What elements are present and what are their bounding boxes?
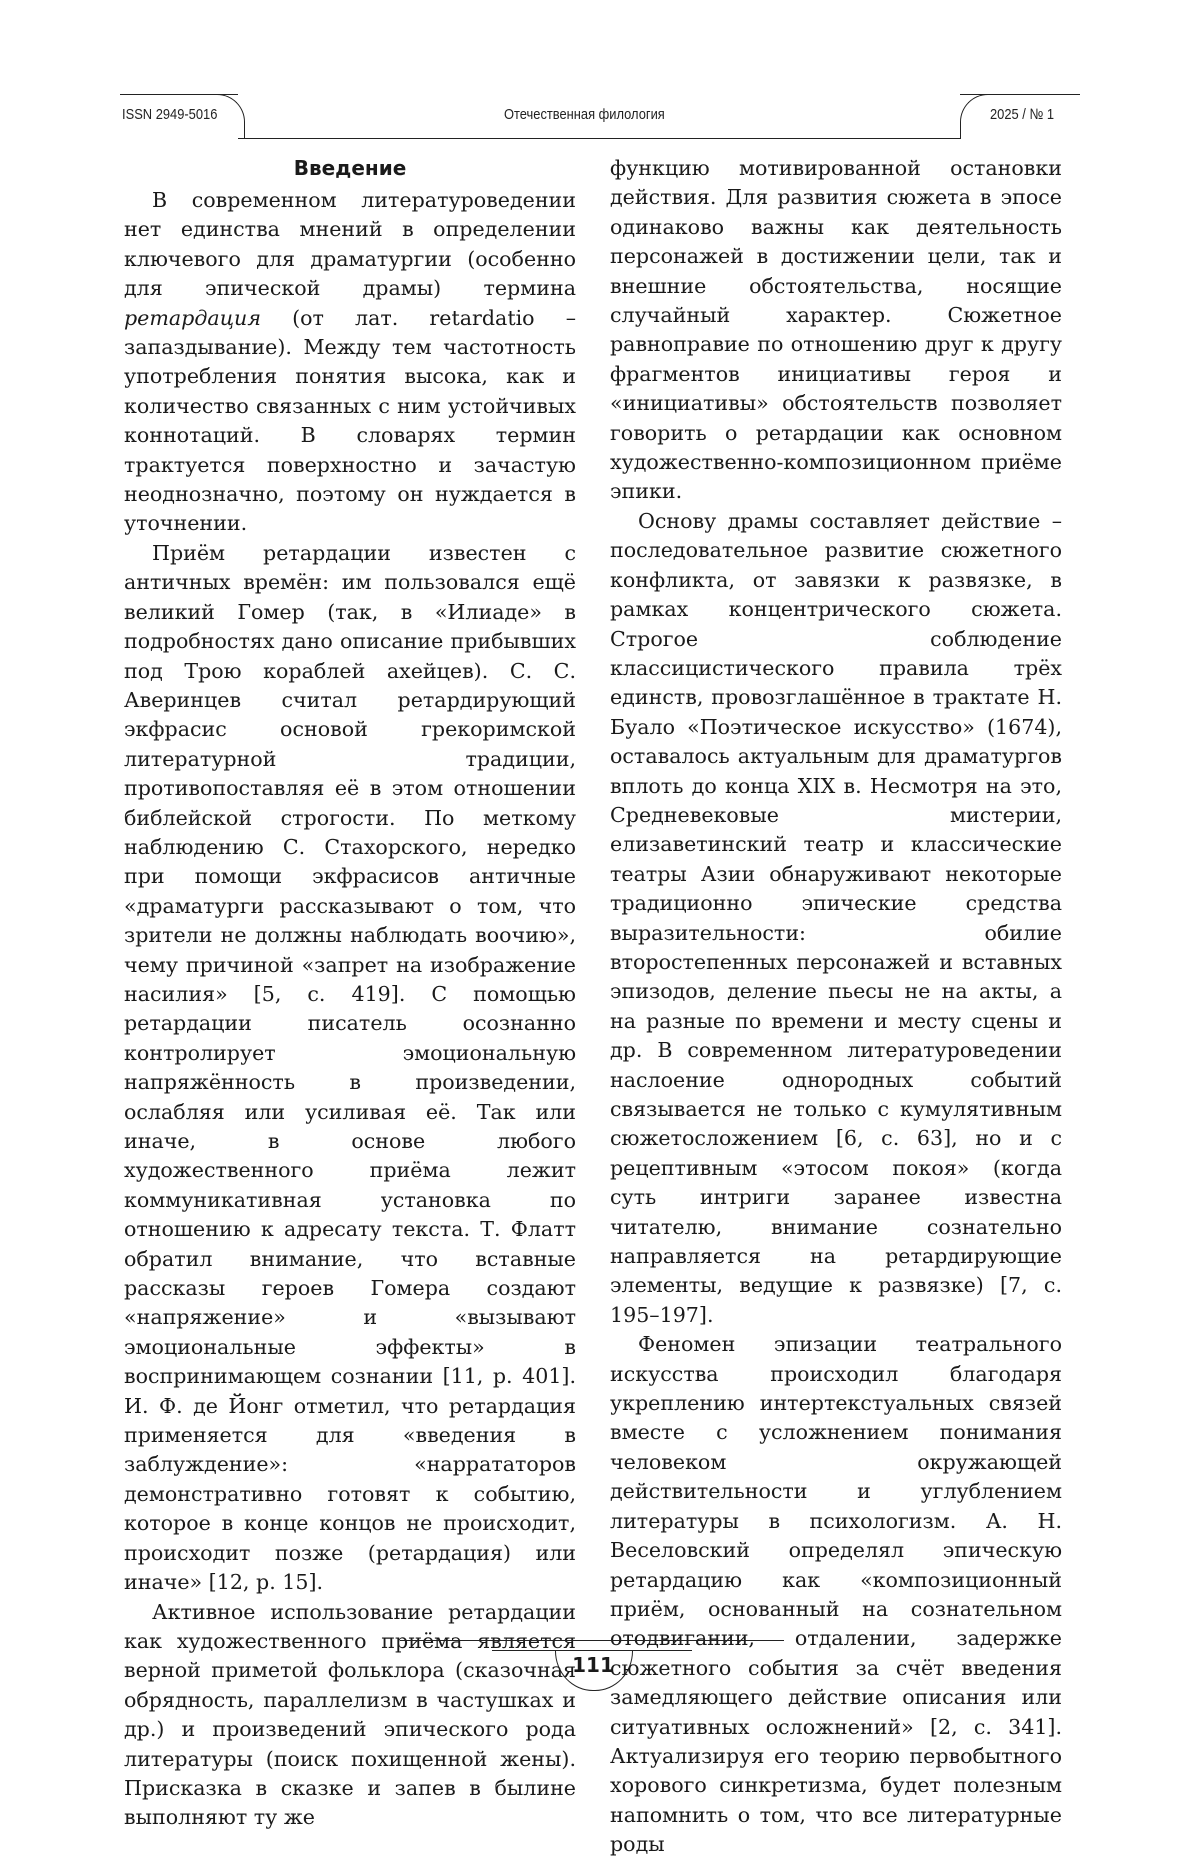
header-rule-right bbox=[960, 94, 1080, 95]
header-curve-right bbox=[960, 94, 991, 139]
header-issue: 2025 / № 1 bbox=[990, 106, 1055, 123]
paragraph-text: В современном литературоведении нет единства мнений в определении ключевого для драматургии (особенно для эпической драмы) термина bbox=[124, 188, 576, 301]
page-number: 111 bbox=[572, 1653, 614, 1677]
term-italic: ретардация bbox=[124, 305, 261, 330]
paragraph-continued: функцию мотивированной остановки действия. Для развития сюжета в эпосе одинаково важны как деятельность персонажей в достижении цели, так и внешние обстоятельства, носящие случайный характер. Сюжетное равноправие по отношению друг к другу фрагментов инициативы героя и «инициативы» обстоятельств позволяет говорить о ретардации как основном художественно-композиционном приёме эпики. bbox=[610, 156, 1062, 504]
header-journal-title: Отечественная филология bbox=[504, 106, 665, 123]
right-column bbox=[610, 154, 1062, 1860]
left-column bbox=[124, 154, 576, 1833]
paragraph: Приём ретардации известен с античных времён: им пользовался ещё великий Гомер (так, в «Илиаде» в подробностях дано описание прибывших под Трою кораблей ахейцев). С. С. Аверинцев считал ретардирующий экфрасис основой грекоримской литературной традиции, противопоставляя её в этом отношении библейской строгости. По меткому наблюдению С. Стахорского, нередко при помощи экфрасисов античные «драматурги рассказывают о том, что зрители не должны наблюдать воочию», чему причиной «запрет на изображение насилия» [5, с. 419]. С помощью ретардации писатель осознанно контролирует эмоциональную напряжённость в произведении, ослабляя или усиливая её. Так или иначе, в основе любого художественного приёма лежит коммуникативная установка по отношению к адресату текста. Т. Флатт обратил внимание, что вставные рассказы героев Гомера создают «напряжение» и «вызывают эмоциональные эффекты» в воспринимающем сознании [11, p. 401]. И. Ф. де Йонг отметил, что ретардация применяется для «введения в заблуждение»: «наррататоров демонстративно готовят к событию, которое в конце концов не происходит, происходит позже (ретардация) или иначе» [12, p. 15]. bbox=[124, 540, 576, 1595]
header-rule-middle bbox=[238, 138, 960, 139]
header-curve-left bbox=[214, 94, 245, 139]
footer-rule bbox=[400, 1640, 784, 1641]
paragraph bbox=[124, 186, 576, 539]
header-issn: ISSN 2949-5016 bbox=[122, 106, 218, 123]
paragraph-text: (от лат. retardatio – запаздывание). Между тем частотность употребления понятия высока, как и количество связанных с ним устойчивых коннотаций. В словарях термин трактуется поверхностно и зачастую неоднозначно, поэтому он нуждается в уточнении. bbox=[124, 305, 576, 536]
paragraph: Активное использование ретардации как художественного приёма является верной приметой фольклора (сказочная обрядность, параллелизм в частушках и др.) и произведений эпического рода литературы (поиск похищенной жены). Присказка в сказке и запев в былине выполняют ту же bbox=[124, 1599, 576, 1830]
section-heading: Введение bbox=[293, 156, 407, 180]
paragraph: Феномен эпизации театрального искусства происходил благодаря укреплению интертекстуальных связей вместе с усложнением понимания человеком окружающей действительности и углублением литературы в психологизм. А. Н. Веселовский определял эпическую ретардацию как «композиционный приём, основанный на сознательном отодвигании, отдалении, задержке сюжетного события за счёт введения замедляющего действие описания или ситуативных осложнений» [2, с. 341]. Актуализируя его теорию первобытного хорового синкретизма, будет полезным напомнить о том, что все литературные роды bbox=[610, 1332, 1062, 1857]
paragraph: Основу драмы составляет действие – последовательное развитие сюжетного конфликта, от завязки к развязке, в рамках концентрического сюжета. Строгое соблюдение классицистического правила трёх единств, провозглашённое в трактате Н. Буало «Поэтическое искусство» (1674), оставалось актуальным для драматургов вплоть до конца XIX в. Несмотря на это, Средневековые мистерии, елизаветинский театр и классические театры Азии обнаруживают некоторые традиционно эпические средства выразительности: обилие второстепенных персонажей и вставных эпизодов, деление пьесы не на акты, а на разные по времени и месту сцены и др. В современном литературоведении наслоение однородных событий связывается не только с кумулятивным сюжетосложением [6, с. 63], но и с рецептивным «этосом покоя» (когда суть интриги заранее известна читателю, внимание сознательно направляется на ретардирующие элементы, ведущие к развязке) [7, с. 195–197]. bbox=[610, 508, 1062, 1327]
